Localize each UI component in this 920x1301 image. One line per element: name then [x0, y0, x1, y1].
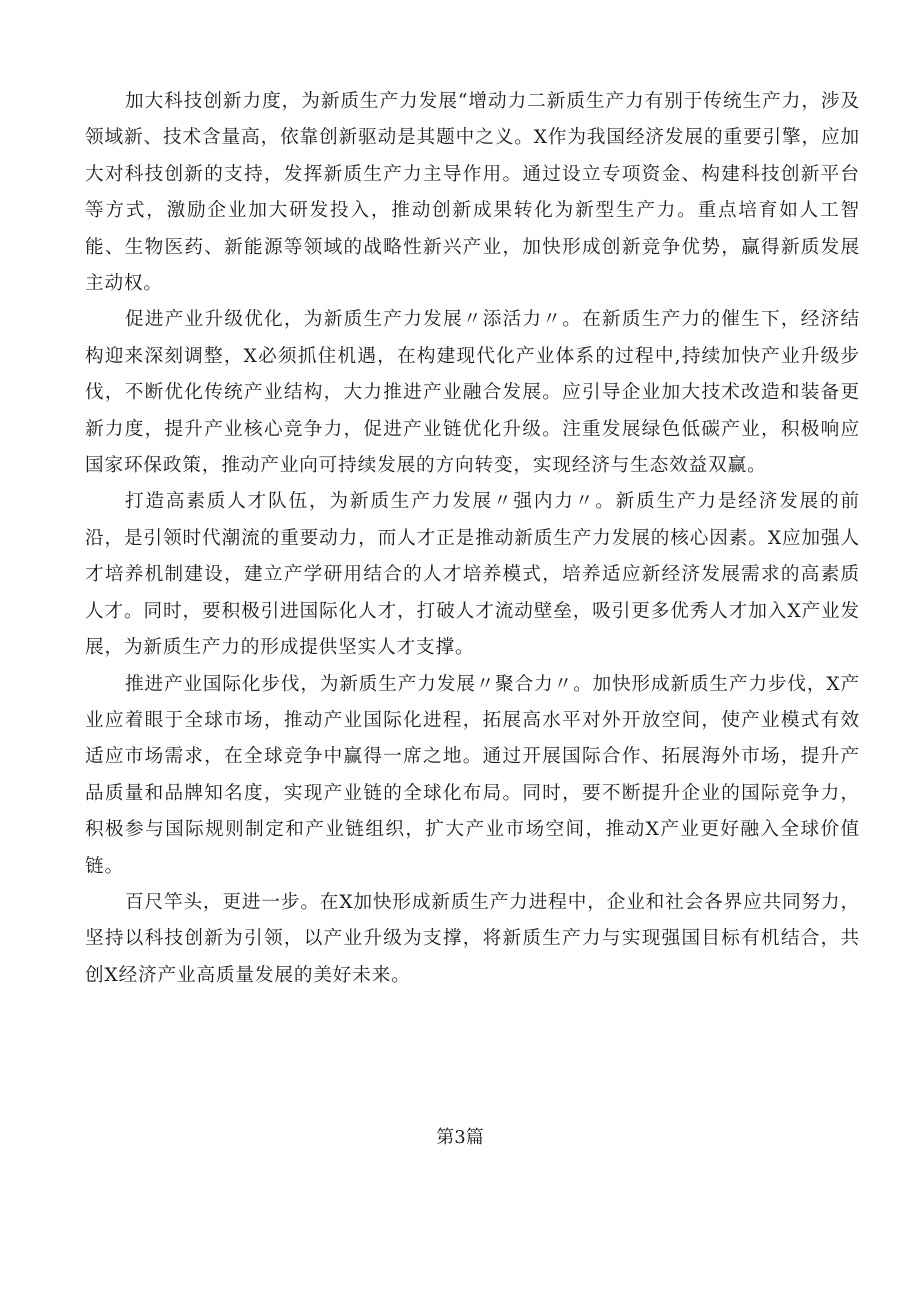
document-body — [85, 84, 860, 994]
section-heading: 第3篇 — [436, 1127, 484, 1148]
paragraph-conclusion: 百尺竿头，更进一步。在X加快形成新质生产力进程中，企业和社会各界应共同努力，坚持以科技创新为引领，以产业升级为支撑，将新质生产力与实现强国目标有机结合，共创X经济产业高质量发展的美好未来。 — [85, 891, 860, 986]
paragraph-internationalization: 推进产业国际化步伐，为新质生产力发展〃聚合力〃。加快形成新质生产力步伐，X产业应着眼于全球市场，推动产业国际化进程，拓展高水平对外开放空间，使产业模式有效适应市场需求，在全球竞争中赢得一席之地。通过开展国际合作、拓展海外市场，提升产品质量和品牌知名度，实现产业链的全球化布局。同时，要不断提升企业的国际竞争力，积极参与国际规则制定和产业链组织，扩大产业市场空间，推动X产业更好融入全球价值链。 — [85, 673, 860, 877]
paragraph-industry-upgrade: 促进产业升级优化，为新质生产力发展〃添活力〃。在新质生产力的催生下，经济结构迎来深刻调整，X必须抓住机遇，在构建现代化产业体系的过程中,持续加快产业升级步伐，不断优化传统产业结构，大力推进产业融合发展。应引导企业加大技术改造和装备更新力度，提升产业核心竞争力，促进产业链优化升级。注重发展绿色低碳产业，积极响应国家环保政策，推动产业向可持续发展的方向转变，实现经济与生态效益双赢。 — [85, 309, 860, 477]
paragraph-talent-team: 打造高素质人才队伍，为新质生产力发展〃强内力〃。新质生产力是经济发展的前沿，是引领时代潮流的重要动力，而人才正是推动新质生产力发展的核心因素。X应加强人才培养机制建设，建立产学研用结合的人才培养模式，培养适应新经济发展需求的高素质人才。同时，要积极引进国际化人才，打破人才流动壁垒，吸引更多优秀人才加入X产业发展，为新质生产力的形成提供坚实人才支撑。 — [85, 491, 860, 659]
paragraph-tech-innovation: 加大科技创新力度，为新质生产力发展“增动力二新质生产力有别于传统生产力，涉及领域新、技术含量高，依靠创新驱动是其题中之义。X作为我国经济发展的重要引擎，应加大对科技创新的支持，发挥新质生产力主导作用。通过设立专项资金、构建科技创新平台等方式，激励企业加大研发投入，推动创新成果转化为新型生产力。重点培育如人工智能、生物医药、新能源等领域的战略性新兴产业，加快形成创新竞争优势，赢得新质发展主动权。 — [85, 91, 860, 295]
